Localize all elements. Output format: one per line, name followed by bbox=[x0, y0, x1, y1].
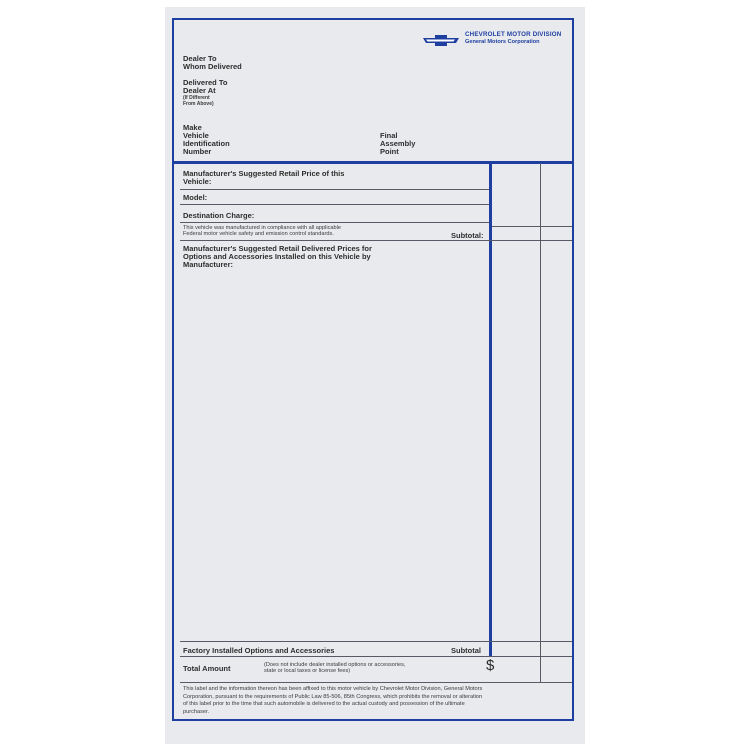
rule-line bbox=[180, 204, 489, 205]
model-label: Model: bbox=[183, 193, 208, 202]
corporation-name: General Motors Corporation bbox=[465, 39, 540, 45]
msrp-label: Manufacturer's Suggested Retail Price of this Vehicle: bbox=[183, 169, 345, 186]
vehicle-id-label: Make Vehicle Identification Number bbox=[183, 123, 230, 156]
price-column-divider bbox=[489, 161, 492, 656]
rule-line bbox=[180, 641, 572, 642]
sticker-border bbox=[172, 18, 574, 721]
rule-line bbox=[180, 240, 572, 241]
destination-charge-label: Destination Charge: bbox=[183, 211, 255, 220]
chevrolet-bowtie-icon bbox=[422, 34, 460, 47]
rule-line bbox=[180, 189, 489, 190]
delivered-to-label: Delivered To Dealer At bbox=[183, 78, 228, 95]
division-name: CHEVROLET MOTOR DIVISION bbox=[465, 31, 562, 38]
subtotal-label: Subtotal: bbox=[451, 231, 484, 240]
rule-line bbox=[492, 226, 572, 227]
total-amount-label: Total Amount bbox=[183, 664, 231, 673]
options-heading: Manufacturer's Suggested Retail Delivered Prices for Options and Accessories Installed on this Vehicle by Manufacturer: bbox=[183, 244, 372, 269]
section-divider bbox=[172, 161, 574, 164]
legal-notice: This label and the information thereon has been affixed to this motor vehicle by Chevrolet Motor Division, General Motors Corporation, pursuant to the requirements of Public Law 85-506, 85th Congress, which prohibits the removal or alteration of this label prior to the time that such automobile is delivered to the actual custody and possession of the ultimate purchaser. bbox=[183, 686, 483, 715]
compliance-note: This vehicle was manufactured in compliance with all applicable Federal motor vehicle safety and emission control standards. bbox=[183, 225, 341, 238]
assembly-point-label: Final Assembly Point bbox=[380, 131, 416, 156]
delivered-note: (If Different From Above) bbox=[183, 95, 214, 107]
rule-line bbox=[180, 682, 572, 683]
factory-options-label: Factory Installed Options and Accessories bbox=[183, 646, 335, 655]
subtotal-label-2: Subtotal bbox=[451, 646, 481, 655]
rule-line bbox=[180, 222, 489, 223]
dollar-sign: $ bbox=[486, 657, 495, 674]
rule-line bbox=[180, 656, 572, 657]
total-amount-note: (Does not include dealer installed options or accessories, state or local taxes or license fees) bbox=[264, 662, 406, 675]
dealer-to-label: Dealer To Whom Delivered bbox=[183, 54, 242, 71]
